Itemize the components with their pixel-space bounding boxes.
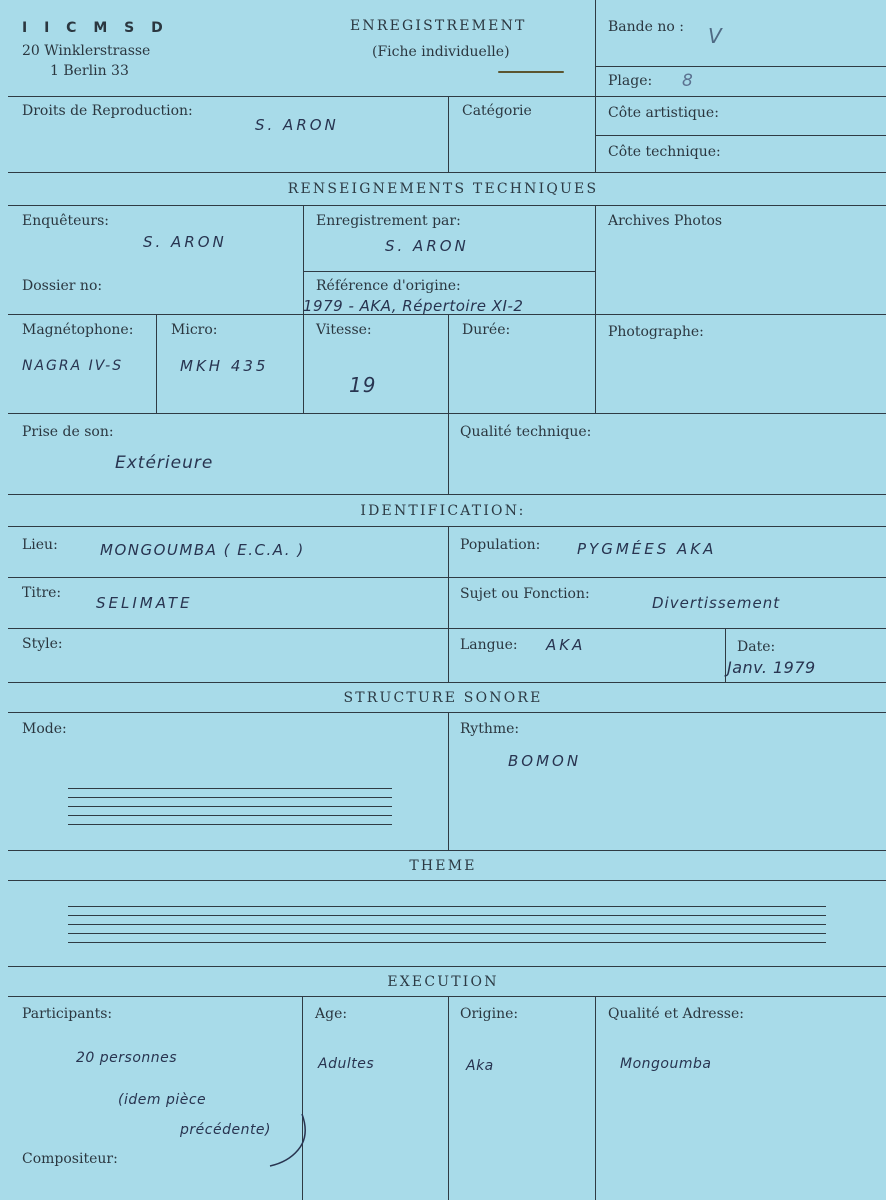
population-value: PYGMÉES AKA [577, 540, 717, 558]
rule [448, 96, 449, 172]
participants-value-line1: 20 personnes [76, 1050, 178, 1066]
rule [448, 526, 449, 682]
qualite-adresse-label: Qualité et Adresse: [608, 1006, 744, 1022]
qualite-adresse-value: Mongoumba [620, 1056, 712, 1072]
lieu-value: MONGOUMBA ( E.C.A. ) [100, 541, 305, 559]
archives-photos-label: Archives Photos [608, 213, 723, 229]
participants-value-line3: précédente) [180, 1122, 272, 1138]
institute-name: I I C M S D [22, 20, 169, 36]
rule [8, 494, 886, 495]
vitesse-label: Vitesse: [316, 322, 372, 338]
pencil-stroke [498, 71, 564, 73]
rule [595, 66, 886, 67]
micro-value: MKH 435 [180, 357, 269, 375]
age-value: Adultes [318, 1056, 375, 1072]
enregistrement-par-label: Enregistrement par: [316, 213, 461, 229]
rule [8, 577, 886, 578]
dossier-label: Dossier no: [22, 278, 103, 294]
rule [303, 271, 595, 272]
address-line-2: 1 Berlin 33 [50, 63, 129, 79]
lieu-label: Lieu: [22, 537, 58, 553]
cote-technique-label: Côte technique: [608, 144, 721, 160]
langue-label: Langue: [460, 637, 518, 653]
rule [8, 682, 886, 683]
vitesse-value: 19 [349, 373, 377, 397]
droits-value: S. ARON [255, 116, 339, 134]
rule [8, 172, 886, 173]
age-label: Age: [315, 1006, 348, 1022]
bande-value: V [708, 24, 723, 48]
categorie-label: Catégorie [462, 103, 532, 119]
reference-label: Référence d'origine: [316, 278, 461, 294]
titre-value: SELIMATE [96, 594, 193, 612]
bande-label: Bande no : [608, 19, 684, 35]
style-label: Style: [22, 636, 63, 652]
bracket-stroke [264, 1110, 312, 1168]
participants-value-line2: (idem pièce [118, 1092, 207, 1108]
participants-label: Participants: [22, 1006, 113, 1022]
date-label: Date: [737, 639, 776, 655]
enqueteurs-value: S. ARON [143, 233, 227, 251]
rule [595, 996, 596, 1200]
rule [8, 526, 886, 527]
rule [8, 880, 886, 881]
section-title-structure: STRUCTURE SONORE [343, 690, 543, 706]
origine-value: Aka [466, 1058, 494, 1074]
droits-label: Droits de Reproduction: [22, 103, 193, 119]
plage-label: Plage: [608, 73, 653, 89]
rythme-label: Rythme: [460, 721, 520, 737]
mode-label: Mode: [22, 721, 67, 737]
rythme-value: BOMON [508, 752, 582, 770]
prise-de-son-value: Extérieure [115, 453, 214, 473]
cote-artistique-label: Côte artistique: [608, 105, 719, 121]
titre-label: Titre: [22, 585, 62, 601]
origine-label: Origine: [460, 1006, 519, 1022]
form-subtitle: (Fiche individuelle) [372, 44, 510, 60]
rule [725, 628, 726, 682]
prise-de-son-label: Prise de son: [22, 424, 114, 440]
enqueteurs-label: Enquêteurs: [22, 213, 110, 229]
qualite-technique-label: Qualité technique: [460, 424, 592, 440]
date-value: Janv. 1979 [727, 658, 816, 677]
photographe-label: Photographe: [608, 324, 704, 340]
duree-label: Durée: [462, 322, 511, 338]
population-label: Population: [460, 537, 541, 553]
address-line-1: 20 Winklerstrasse [22, 43, 151, 59]
rule [8, 850, 886, 851]
rule [8, 628, 886, 629]
section-title-theme: THEME [409, 858, 477, 874]
rule [8, 413, 886, 414]
enregistrement-par-value: S. ARON [385, 237, 469, 255]
sujet-value: Divertissement [652, 594, 781, 612]
section-title-execution: EXECUTION [387, 974, 499, 990]
sujet-label: Sujet ou Fonction: [460, 586, 590, 602]
rule [156, 314, 157, 413]
langue-value: AKA [546, 636, 586, 654]
plage-value: 8 [682, 71, 694, 91]
rule [448, 314, 449, 494]
micro-label: Micro: [171, 322, 218, 338]
rule [595, 0, 596, 172]
compositeur-label: Compositeur: [22, 1151, 118, 1167]
rule [8, 966, 886, 967]
rule [8, 96, 886, 97]
rule [8, 712, 886, 713]
rule [595, 135, 886, 136]
rule [448, 996, 449, 1200]
magnetophone-value: NAGRA IV-S [22, 358, 124, 374]
rule [8, 996, 886, 997]
form-title: ENREGISTREMENT [350, 18, 527, 34]
rule [595, 205, 596, 413]
section-title-identification: IDENTIFICATION: [360, 503, 526, 519]
reference-value: 1979 - AKA, Répertoire XI-2 [303, 297, 524, 315]
rule [448, 712, 449, 850]
rule [8, 205, 886, 206]
magnetophone-label: Magnétophone: [22, 322, 134, 338]
rule [302, 996, 303, 1200]
section-title-technical: RENSEIGNEMENTS TECHNIQUES [287, 181, 599, 197]
